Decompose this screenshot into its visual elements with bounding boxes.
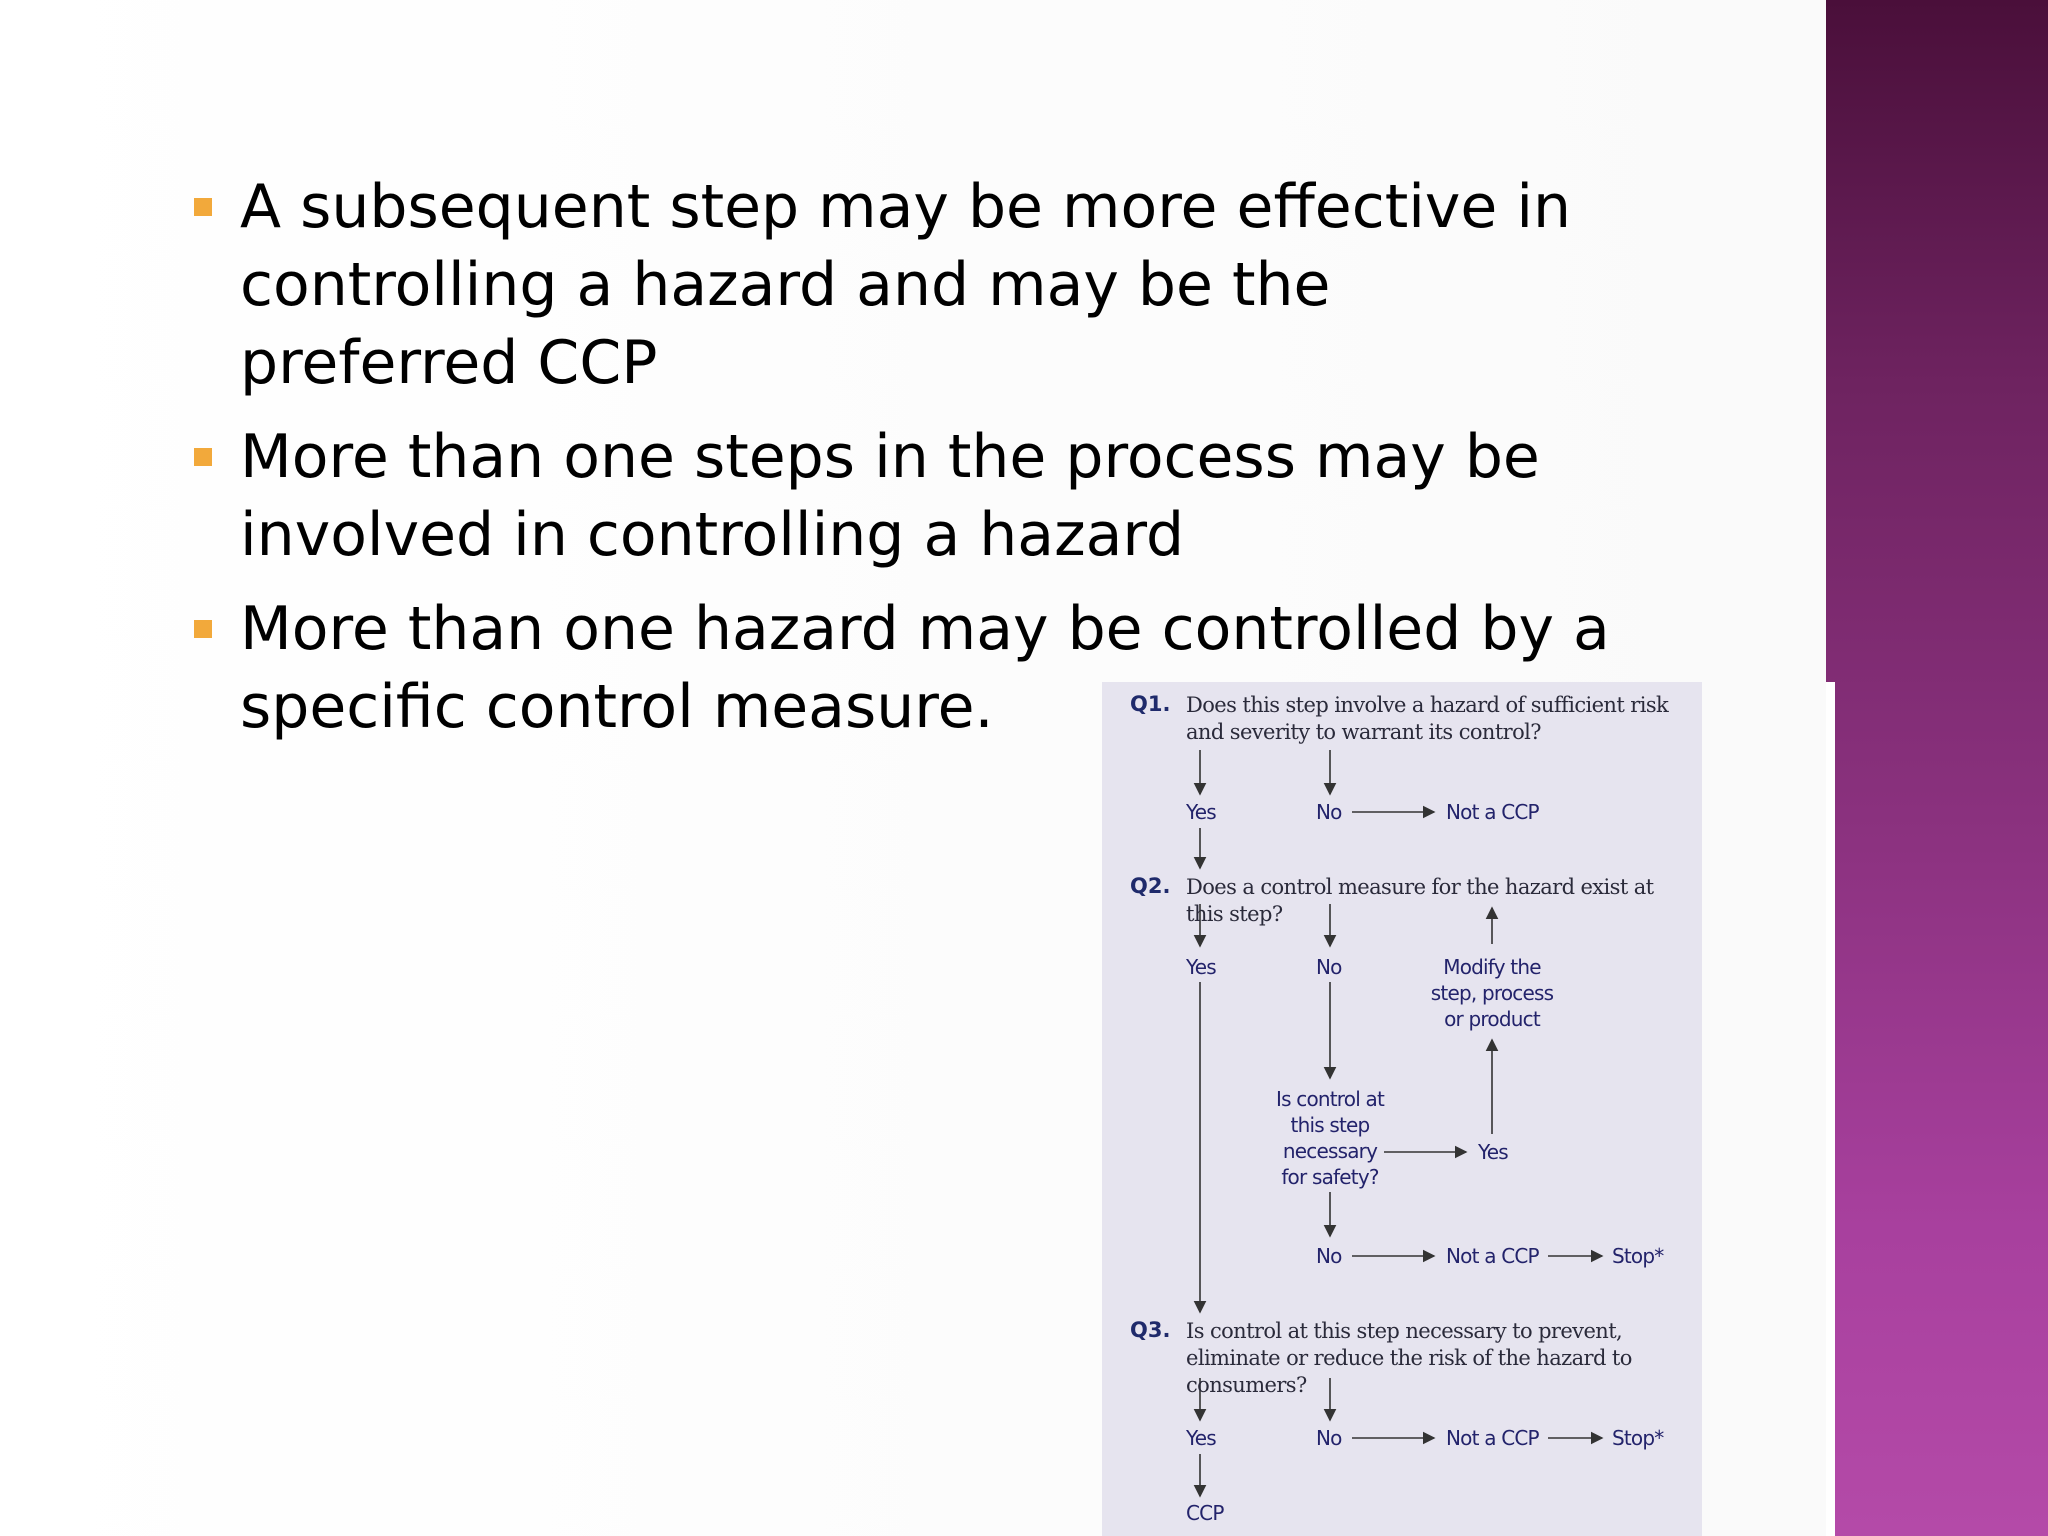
ccp-decision-tree [1102,682,1702,1536]
q3-ccp-label: CCP [1186,1501,1224,1525]
q3-no-label: No [1316,1426,1342,1450]
square-bullet-icon [194,448,212,466]
q2-number: Q2. [1130,874,1171,898]
q1-number: Q1. [1130,692,1171,716]
bullet-text: A subsequent step may be more effective in controlling a hazard and may be the preferred CCP [240,172,1572,398]
q2-no-label: No [1316,955,1342,979]
q2-question: Does a control measure for the hazard exist at this step? [1186,875,1654,926]
bullet-item [186,418,1626,574]
bullet-list [186,168,1626,762]
bullet-text: More than one steps in the process may be involved in controlling a hazard [240,422,1540,570]
is-control-question: Is control at this step necessary for safety? [1275,1087,1385,1189]
is-control-no-label: No [1316,1244,1342,1268]
q3-not-ccp-label: Not a CCP [1446,1426,1539,1450]
q1-not-ccp-label: Not a CCP [1446,800,1539,824]
q1-question: Does this step involve a hazard of sufficient risk and severity to warrant its control? [1186,693,1669,744]
q1-no-label: No [1316,800,1342,824]
bullet-text: More than one hazard may be controlled by a specific control measure. [240,594,1610,742]
square-bullet-icon [194,198,212,216]
side-band-notch [1826,682,1835,1536]
q3-yes-label: Yes [1186,1426,1216,1450]
modify-step-label: Modify the step, process or product [1430,955,1554,1031]
q3-question: Is control at this step necessary to prevent, eliminate or reduce the risk of the hazard to consumers? [1186,1319,1632,1397]
q1-yes-label: Yes [1186,800,1216,824]
q3-number: Q3. [1130,1318,1171,1342]
q3-stop-label: Stop* [1612,1426,1664,1450]
q2-yes-label: Yes [1186,955,1216,979]
decorative-side-band [1826,0,2048,1536]
is-control-yes-label: Yes [1478,1140,1508,1164]
q2-not-ccp-label: Not a CCP [1446,1244,1539,1268]
square-bullet-icon [194,620,212,638]
bullet-item [186,168,1626,402]
q2-stop-label: Stop* [1612,1244,1664,1268]
